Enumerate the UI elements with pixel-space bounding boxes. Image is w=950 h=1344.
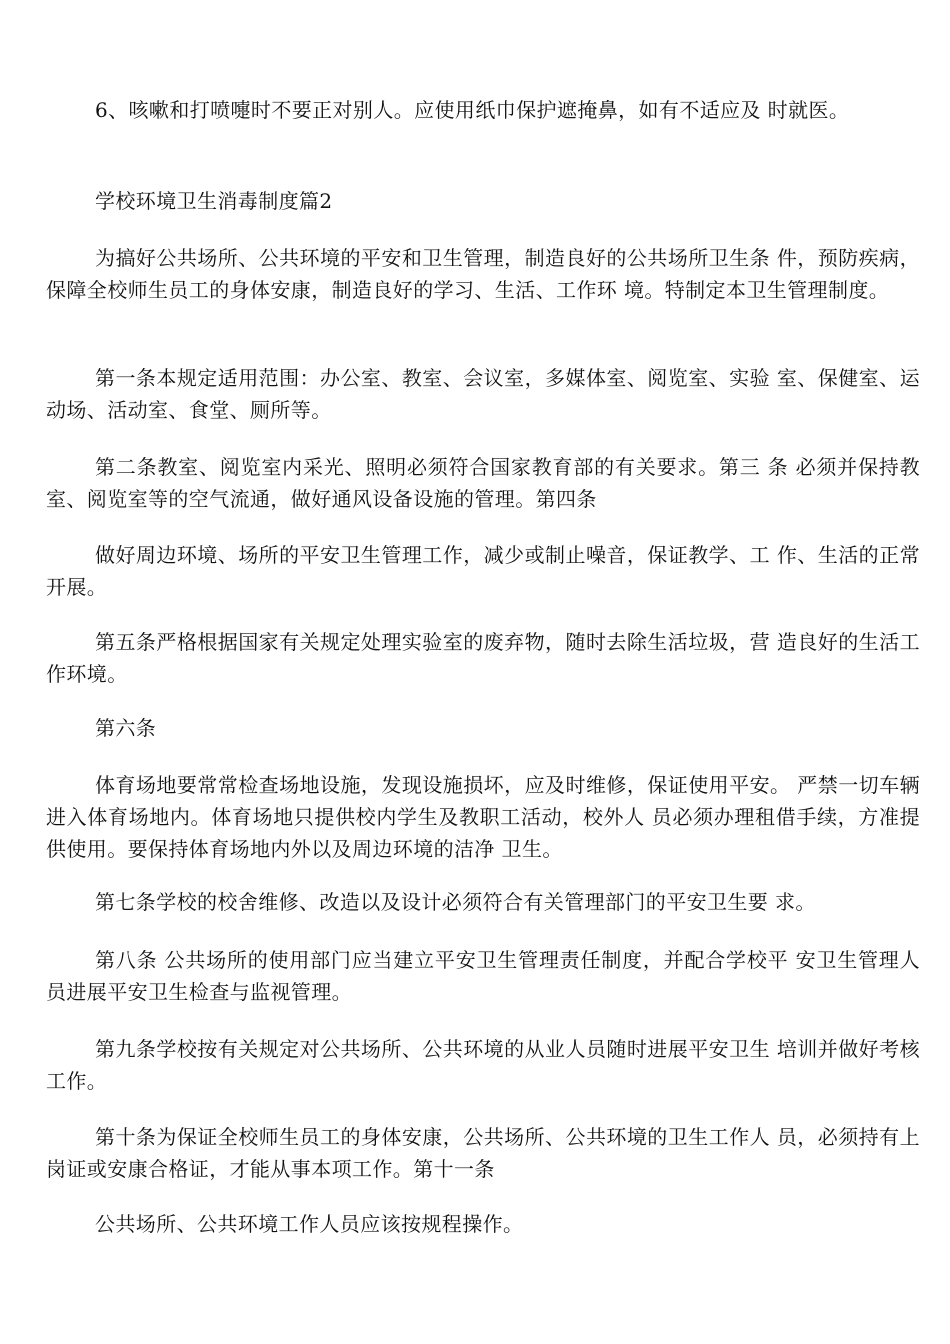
paragraph-article-6-title: 第六条: [95, 716, 157, 740]
paragraph-intro: 为搞好公共场所、公共环境的平安和卫生管理，制造良好的公共场所卫生条 件，预防疾病，保障全校师生员工的身体安康，制造良好的学习、生活、工作环 境。特制定本卫生管理制度。: [46, 246, 920, 302]
paragraph-cough-etiquette: 6、咳嗽和打喷嚏时不要正对别人。应使用纸巾保护遮掩鼻，如有不适应及 时就医。: [95, 98, 850, 122]
paragraph-article-11: 公共场所、公共环境工作人员应该按规程操作。: [95, 1212, 524, 1236]
paragraph-article-8: 第八条 公共场所的使用部门应当建立平安卫生管理责任制度，并配合学校平 安卫生管理人员进展平安卫生检查与监视管理。: [46, 948, 920, 1004]
paragraph-article-1: 第一条本规定适用范围：办公室、教室、会议室，多媒体室、阅览室、实验 室、保健室、运动场、活动室、食堂、厕所等。: [46, 366, 920, 422]
paragraph-article-9: 第九条学校按有关规定对公共场所、公共环境的从业人员随时进展平安卫生 培训并做好考核工作。: [46, 1037, 920, 1093]
paragraph-environment: 做好周边环境、场所的平安卫生管理工作，减少或制止噪音，保证教学、工 作、生活的正常开展。: [46, 543, 920, 599]
paragraph-article-2: 第二条教室、阅览室内采光、照明必须符合国家教育部的有关要求。第三 条 必须并保持教室、阅览室等的空气流通，做好通风设备设施的管理。第四条: [46, 455, 920, 511]
paragraph-article-5: 第五条严格根据国家有关规定处理实验室的废弃物，随时去除生活垃圾，营 造良好的生活工作环境。: [46, 630, 920, 686]
paragraph-sports-field: 体育场地要常常检查场地设施，发现设施损坏，应及时维修，保证使用平安。 严禁一切车辆进入体育场地内。体育场地只提供校内学生及教职工活动，校外人 员必须办理租借手续，方准提供使用。要保持体育场地内外以及周边环境的洁净 卫生。: [46, 773, 920, 861]
section-heading: 学校环境卫生消毒制度篇2: [95, 189, 333, 213]
paragraph-article-7: 第七条学校的校舍维修、改造以及设计必须符合有关管理部门的平安卫生要 求。: [95, 890, 816, 914]
paragraph-article-10: 第十条为保证全校师生员工的身体安康，公共场所、公共环境的卫生工作人 员，必须持有上岗证或安康合格证，才能从事本项工作。第十一条: [46, 1125, 920, 1181]
